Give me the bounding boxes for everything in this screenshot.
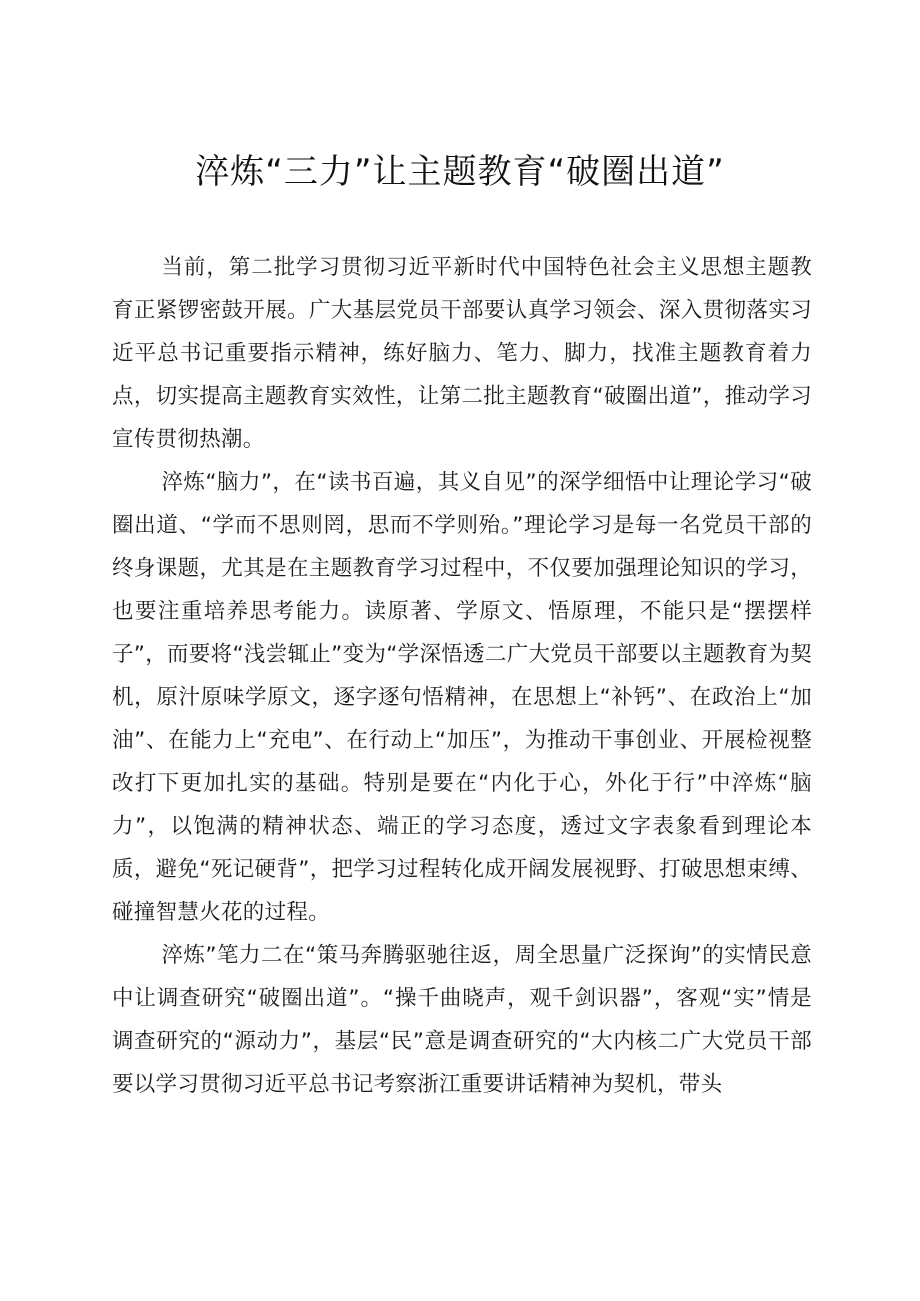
document-title: 淬炼“三力”让主题教育“破圈出道”	[195, 152, 725, 192]
paragraph-pen-power: 淬炼”笔力二在“策马奔腾驱驰往返，周全思量广泛探询”的实情民意中让调查研究“破圈出道”。“操千曲晓声，观千剑识器”，客观“实”情是调查研究的“源动力”，基层“民”意是调查研究的“大内核二广大党员干部要以学习贯彻习近平总书记考察浙江重要讲话精神为契机，带头	[112, 943, 812, 1097]
paragraph-brain-power: 淬炼“脑力”，在“读书百遍，其义自见”的深学细悟中让理论学习“破圈出道、“学而不思则罔，思而不学则殆。”理论学习是每一名党员干部的终身课题，尤其是在主题教育学习过程中，不仅要加强理论知识的学习，也要注重培养思考能力。读原著、学原文、悟原理，不能只是“摆摆样子”，而要将“浅尝辄止”变为“学深悟透二广大党员干部要以主题教育为契机，原汁原味学原文，逐字逐句悟精神，在思想上“补钙”、在政治上“加油”、在能力上“充电”、在行动上“加压”，为推动干事创业、开展检视整改打下更加扎实的基础。特别是要在“内化于心，外化于行”中淬炼“脑力”，以饱满的精神状态、端正的学习态度，透过文字表象看到理论本质，避免“死记硬背”，把学习过程转化成开阔发展视野、打破思想束缚、碰撞智慧火花的过程。	[112, 470, 812, 925]
document-body	[112, 246, 812, 1106]
paragraph-intro: 当前，第二批学习贯彻习近平新时代中国特色社会主义思想主题教育正紧锣密鼓开展。广大基层党员干部要认真学习领会、深入贯彻落实习近平总书记重要指示精神，练好脑力、笔力、脚力，找准主题教育着力点，切实提高主题教育实效性，让第二批主题教育“破圈出道”，推动学习宣传贯彻热潮。	[112, 255, 812, 452]
